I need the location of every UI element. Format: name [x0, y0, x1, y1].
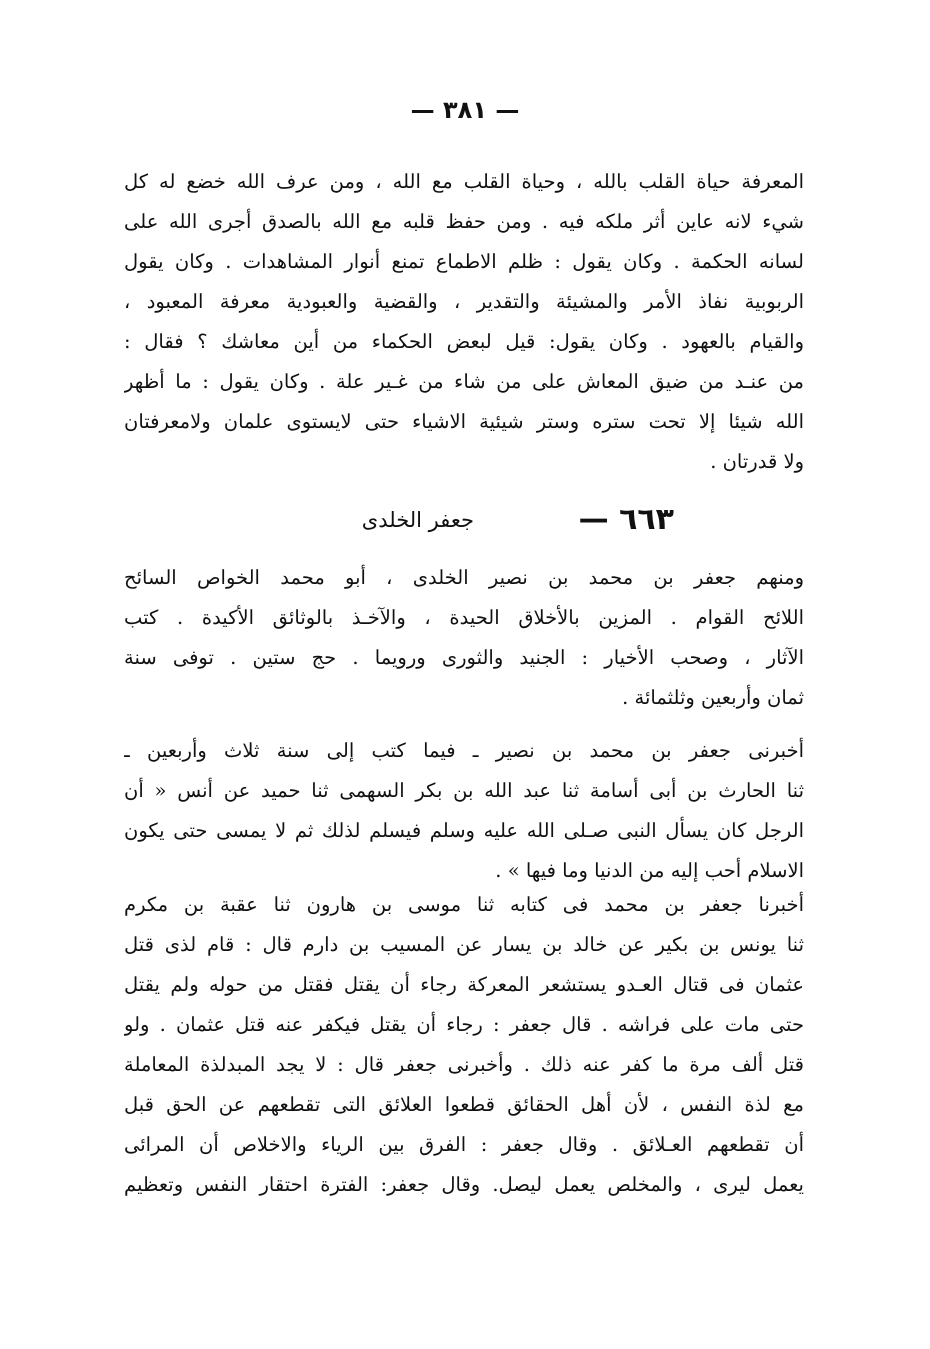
paragraph-3 [124, 731, 804, 891]
text-line: الآثار ، وصحب الأخيار : الجنيد والثورى ورويما . حج ستين . توفى سنة [124, 646, 804, 669]
text-line: من عنـد من ضيق المعاش على من شاء من غـير علة . وكان يقول : ما أظهر [124, 370, 804, 393]
text-line: الله شيئا إلا تحت ستره وستر شيئية الاشياء حتى لايستوى علمان ولامعرفتان [124, 410, 804, 433]
paragraph-2 [124, 558, 804, 718]
text-line: لسانه الحكمة . وكان يقول : ظلم الاطماع تمنع أنوار المشاهدات . وكان يقول [124, 250, 804, 273]
text-line: يعمل ليرى ، والمخلص يعمل ليصل. وقال جعفر: الفترة احتقار النفس وتعظيم [124, 1173, 804, 1196]
section-number: ٦٦٣ — [578, 502, 674, 537]
paragraph-1 [124, 162, 804, 482]
page-number: — ٣٨١ — [410, 96, 520, 124]
text-line: الاسلام أحب إليه من الدنيا وما فيها » . [495, 859, 804, 882]
text-line: ومنهم جعفر بن محمد بن نصير الخلدى ، أبو محمد الخواص السائح [124, 566, 804, 589]
paragraph-4 [124, 885, 804, 1205]
text-line: ثنا يونس بن بكير عن خالد بن يسار عن المسيب بن دارم قال : قام لذى قتل [124, 933, 804, 956]
text-line: الرجل كان يسأل النبى صـلى الله عليه وسلم فيسلم لذلك ثم لا يمسى حتى يكون [124, 819, 804, 842]
section-name: جعفر الخلدى [361, 508, 474, 532]
text-line: أن تقطعهم العـلائق . وقال جعفر : الفرق بين الرياء والاخلاص أن المرائى [124, 1133, 804, 1156]
text-line: أخبرنا جعفر بن محمد فى كتابه ثنا موسى بن هارون ثنا عقبة بن مكرم [124, 893, 804, 916]
text-line: حتى مات على فراشه . قال جعفر : رجاء أن يقتل فيكفر عنه قتل عثمان . ولو [124, 1013, 804, 1036]
text-line: المعرفة حياة القلب بالله ، وحياة القلب مع الله ، ومن عرف الله خضع له كل [124, 170, 804, 193]
text-line: ثنا الحارث بن أبى أسامة ثنا عبد الله بن بكر السهمى ثنا حميد عن أنس « أن [124, 779, 804, 802]
text-line: مع لذة النفس ، لأن أهل الحقائق قطعوا العلائق التى تقطعهم عن الحق قبل [124, 1093, 804, 1116]
text-line: والقيام بالعهود . وكان يقول: قيل لبعض الحكماء من أين معاشك ؟ فقال : [124, 330, 804, 353]
text-line: شيء لانه عاين أثر ملكه فيه . ومن حفظ قلبه مع الله بالصدق أجرى الله على [124, 210, 804, 233]
section-heading [0, 498, 930, 542]
text-line: ثمان وأربعين وثلثمائة . [622, 686, 804, 709]
text-line: أخبرنى جعفر بن محمد بن نصير ـ فيما كتب إلى سنة ثلاث وأربعين ـ [124, 739, 804, 762]
text-line: قتل ألف مرة ما كفر عنه ذلك . وأخبرنى جعفر قال : لا يجد المبدلذة المعاملة [124, 1053, 804, 1076]
text-line: اللائح القوام . المزين بالأخلاق الحيدة ، والآخـذ بالوثائق الأكيدة . كتب [124, 606, 804, 629]
text-line: عثمان فى قتال العـدو يستشعر المعركة رجاء أن يقتل فقتل من حوله ولم يقتل [124, 973, 804, 996]
text-line: الربوبية نفاذ الأمر والمشيئة والتقدير ، والقضية والعبودية معرفة المعبود ، [124, 290, 804, 313]
text-line: ولا قدرتان . [710, 450, 804, 473]
